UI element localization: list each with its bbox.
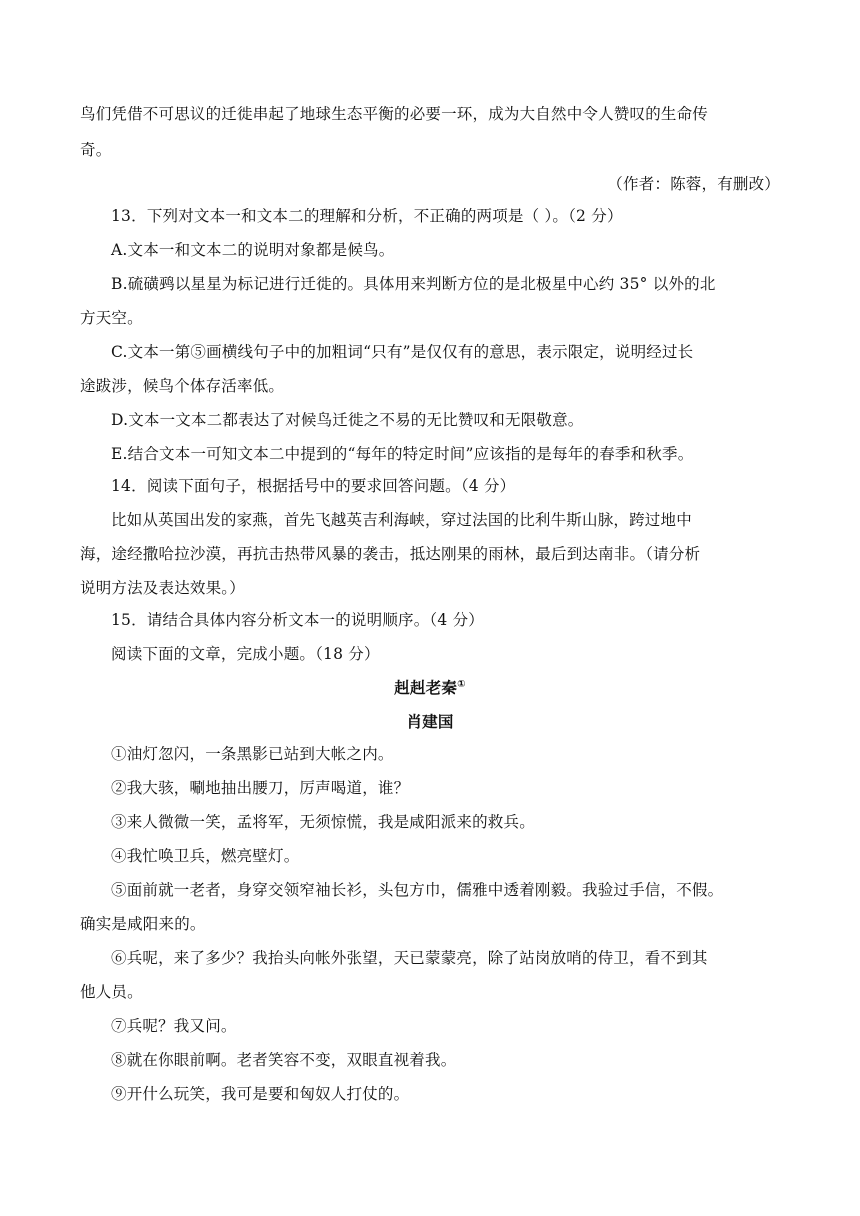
source-attribution: （作者：陈蓉，有删改）: [607, 175, 780, 193]
question-14-stem: 14．阅读下面句子，根据括号中的要求回答问题。（4 分）: [111, 477, 516, 495]
question-13-option-a: A.文本一和文本二的说明对象都是候鸟。: [111, 241, 395, 259]
article-paragraph-5-line-2: 确实是咸阳来的。: [80, 915, 206, 933]
article-paragraph-5-line-1: ⑤面前就一老者，身穿交领窄袖长衫，头包方巾，儒雅中透着刚毅。我验过手信，不假。: [111, 881, 724, 899]
article-paragraph-8: ⑧就在你眼前啊。老者笑容不变，双眼直视着我。: [111, 1051, 457, 1069]
article-paragraph-4: ④我忙唤卫兵，燃亮壁灯。: [111, 847, 300, 865]
question-14-passage-line-1: 比如从英国出发的家燕，首先飞越英吉利海峡，穿过法国的比利牛斯山脉，跨过地中: [111, 511, 692, 529]
question-15-stem: 15．请结合具体内容分析文本一的说明顺序。（4 分）: [111, 611, 484, 629]
article-author: 肖建国: [406, 713, 454, 731]
question-13-option-c-line-1: C.文本一第⑤画横线句子中的加粗词“只有”是仅仅有的意思，表示限定，说明经过长: [111, 343, 694, 361]
question-13-option-b-line-2: 方天空。: [80, 309, 143, 327]
question-13-stem: 13．下列对文本一和文本二的理解和分析，不正确的两项是（ ）。（2 分）: [111, 207, 623, 225]
article-title: [80, 678, 780, 698]
question-14-passage-line-3: 说明方法及表达效果。）: [80, 579, 245, 597]
question-13-option-d: D.文本一文本二都表达了对候鸟迁徙之不易的无比赞叹和无限敬意。: [111, 411, 584, 429]
reading-instruction: 阅读下面的文章，完成小题。（18 分）: [111, 645, 380, 663]
question-13-option-c-line-2: 途跋涉，候鸟个体存活率低。: [80, 377, 285, 395]
question-13-option-b-line-1: B.硫磺鹀以星星为标记进行迁徙的。具体用来判断方位的是北极星中心约 35° 以外的北: [111, 275, 716, 293]
question-13-option-e: E.结合文本一可知文本二中提到的“每年的特定时间”应该指的是每年的春季和秋季。: [111, 445, 694, 463]
article-title-text: 赳赳老秦: [394, 679, 458, 697]
intro-line-2: 奇。: [80, 141, 112, 159]
article-paragraph-1: ①油灯忽闪，一条黑影已站到大帐之内。: [111, 745, 394, 763]
article-paragraph-6-line-2: 他人员。: [80, 983, 143, 1001]
article-paragraph-6-line-1: ⑥兵呢，来了多少？我抬头向帐外张望，天已蒙蒙亮，除了站岗放哨的侍卫，看不到其: [111, 949, 708, 967]
article-title-footnote-marker: ①: [457, 678, 466, 690]
article-paragraph-2: ②我大骇，唰地抽出腰刀，厉声喝道，谁？: [111, 779, 410, 797]
intro-line-1: 鸟们凭借不可思议的迁徙串起了地球生态平衡的必要一环，成为大自然中令人赞叹的生命传: [80, 105, 709, 123]
article-paragraph-3: ③来人微微一笑，孟将军，无须惊慌，我是咸阳派来的救兵。: [111, 813, 535, 831]
article-paragraph-7: ⑦兵呢？我又问。: [111, 1017, 237, 1035]
article-paragraph-9: ⑨开什么玩笑，我可是要和匈奴人打仗的。: [111, 1085, 410, 1103]
question-14-passage-line-2: 海，途经撒哈拉沙漠，再抗击热带风暴的袭击，抵达刚果的雨林，最后到达南非。（请分析: [80, 545, 701, 563]
